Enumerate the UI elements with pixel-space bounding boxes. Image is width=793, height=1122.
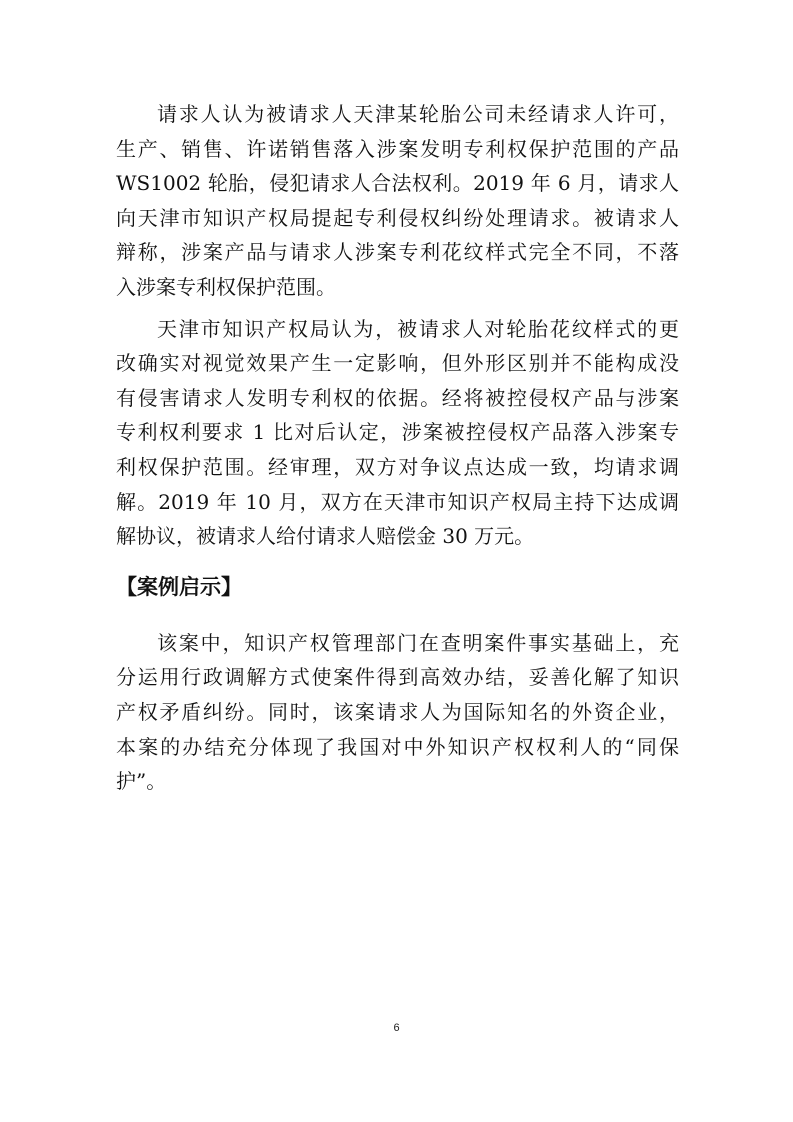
paragraph-line: 护”。 (116, 769, 167, 794)
paragraph-spacer (116, 305, 679, 312)
paragraph-line: 本案的办结充分体现了我国对中外知识产权权利人的“同保 (116, 734, 679, 759)
paragraph-line: 生产、销售、许诺销售落入涉案发明专利权保护范围的产品 (116, 136, 679, 161)
section-heading: 【案例启示】 (116, 574, 242, 599)
paragraph-line: 入涉案专利权保护范围。 (116, 274, 336, 299)
paragraph-ruling (116, 312, 679, 554)
paragraph-line: 向天津市知识产权局提起专利侵权纠纷处理请求。被请求人 (116, 205, 679, 230)
paragraph-line: 解。2019 年 10 月，双方在天津市知识产权局主持下达成调 (116, 489, 679, 514)
paragraph-line: 天津市知识产权局认为，被请求人对轮胎花纹样式的更 (157, 316, 679, 341)
paragraph-line: 改确实对视觉效果产生一定影响，但外形区别并不能构成没 (116, 351, 679, 376)
paragraph-line: 利权保护范围。经审理，双方对争议点达成一致，均请求调 (116, 454, 679, 479)
paragraph-line: 请求人认为被请求人天津某轮胎公司未经请求人许可， (157, 102, 679, 126)
page-number: 6 (393, 1022, 400, 1034)
paragraph-insight (116, 626, 679, 799)
paragraph-line: 解协议，被请求人给付请求人赔偿金 30 万元。 (116, 524, 535, 549)
paragraph-line: 辩称，涉案产品与请求人涉案专利花纹样式完全不同，不落 (116, 240, 679, 265)
paragraph-line: 产权矛盾纠纷。同时，该案请求人为国际知名的外资企业， (116, 699, 679, 724)
paragraph-line: 有侵害请求人发明专利权的依据。经将被控侵权产品与涉案 (116, 385, 679, 410)
paragraph-line: WS1002 轮胎，侵犯请求人合法权利。2019 年 6 月，请求人 (116, 171, 679, 196)
paragraph-line: 专利权利要求 1 比对后认定，涉案被控侵权产品落入涉案专 (116, 420, 679, 445)
document-body (116, 97, 679, 799)
paragraph-line: 该案中，知识产权管理部门在查明案件事实基础上，充 (157, 630, 679, 655)
paragraph-request (116, 97, 679, 305)
paragraph-line: 分运用行政调解方式使案件得到高效办结，妥善化解了知识 (116, 665, 679, 690)
